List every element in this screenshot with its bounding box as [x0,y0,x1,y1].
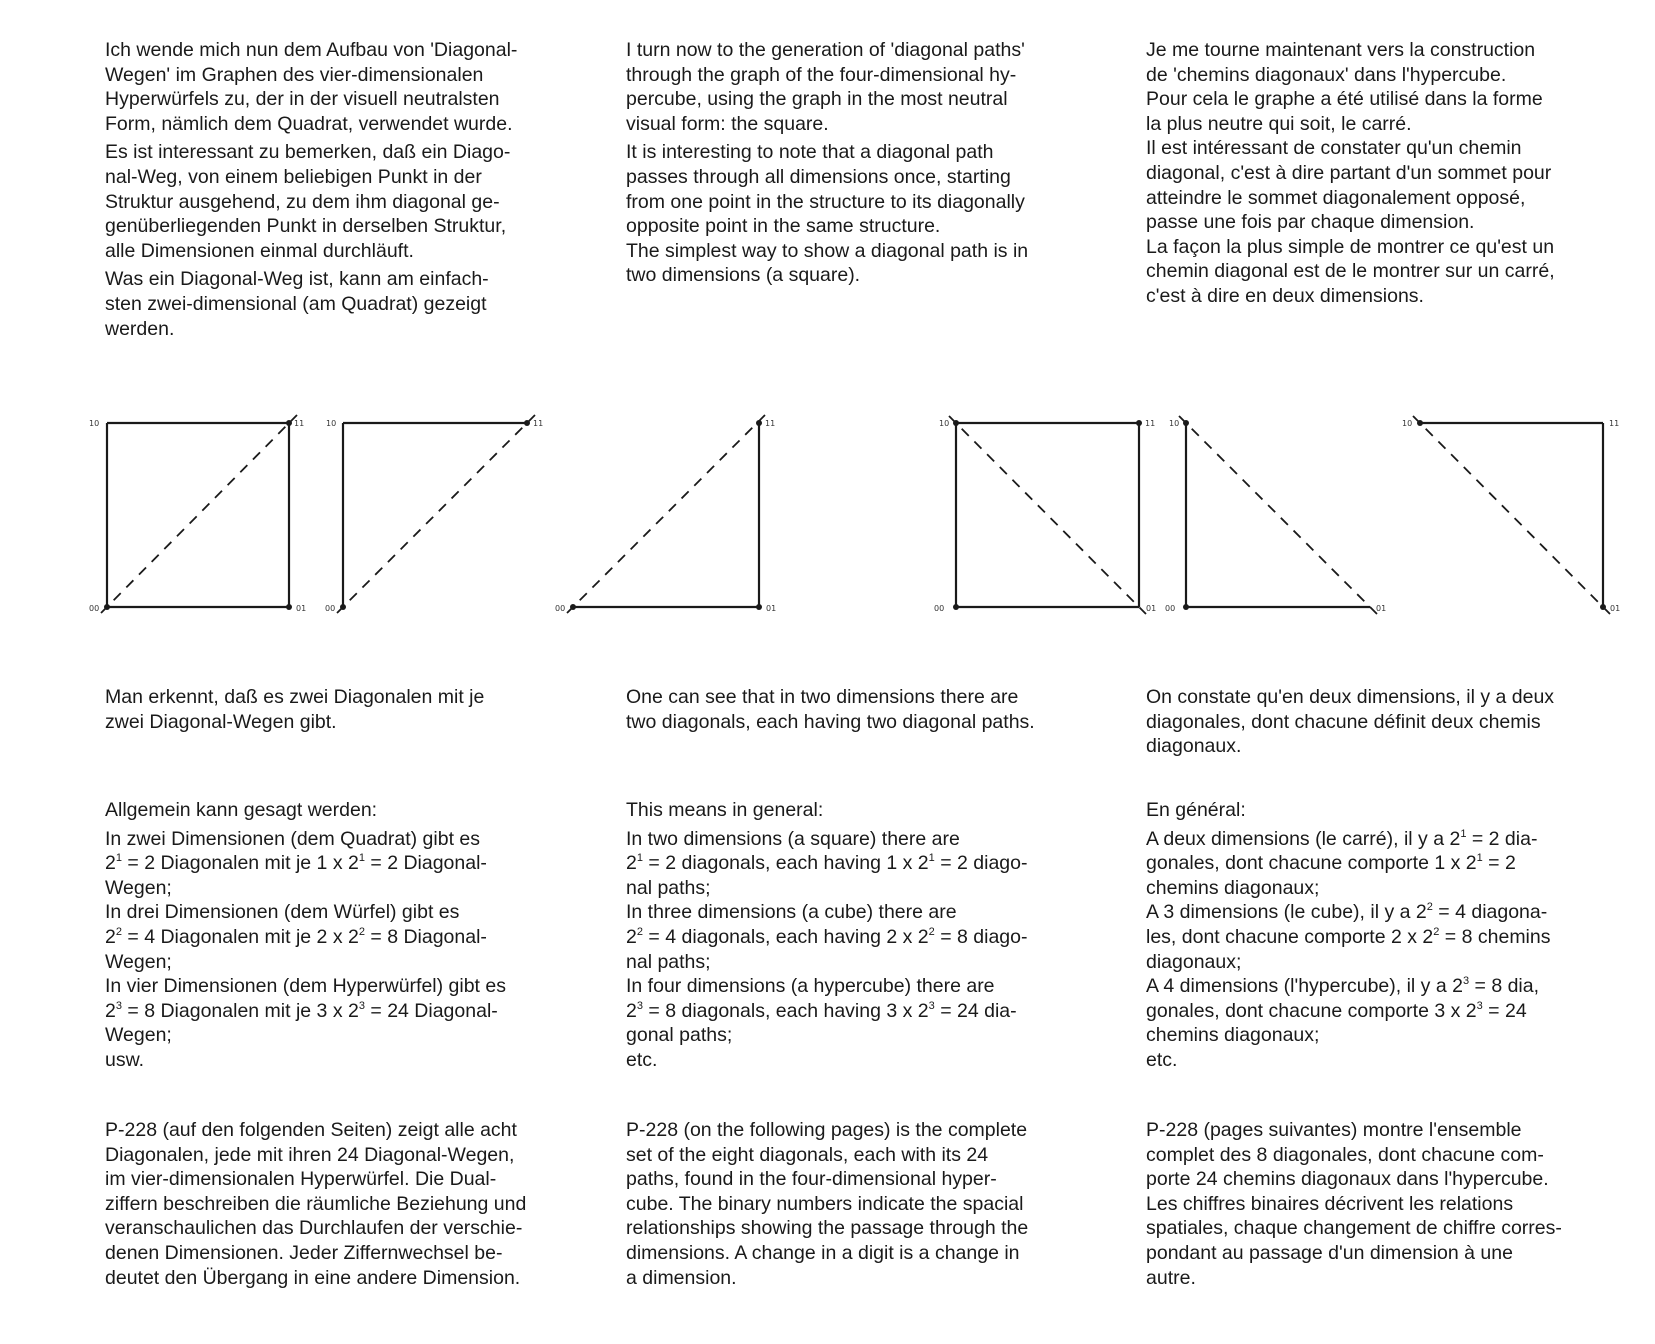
observation-fr-text: On constate qu'en deux dimensions, il y a deux diagonales, dont chacune définit deux chemis diagonaux. [1146,686,1555,758]
label-11: 11 [533,419,544,428]
general-fr-heading: En général: [1146,799,1246,821]
general-english [626,798,1106,1073]
intro-french [1146,38,1626,309]
label-00: 00 [1165,604,1176,613]
label-00: 00 [89,604,100,613]
label-01: 01 [766,604,777,613]
label-00: 00 [325,604,336,613]
diagonal-path-diagrams [0,395,1655,625]
closing-en-text: P-228 (on the following pages) is the complete set of the eight diagonals, each with its 24 paths, found in the four-dimensional hyper- cube. The binary numbers indicate the spacial relationships showing the passage through the dimensions. A change in a digit is a change in a dimension. [626,1119,1029,1289]
intro-en-p2: It is interesting to note that a diagonal path passes through all dimensions once, starting from one point in the structure to its diagonally opposite point in the same structure. The simplest way to show a diagonal path is in two dimensions (a square). [626,141,1029,287]
diagram-path-10-00-01 [1165,416,1386,614]
intro-de-p2: Es ist interessant zu bemerken, daß ein Diago- nal-Weg, von einem beliebigen Punkt in der Struktur ausgehend, zu dem ihm diagonal ge- genüberliegenden Punkt in derselben Struktur, alle Dimensionen einmal durchläuft. [105,141,511,262]
intro-fr-p1: Je me tourne maintenant vers la construction de 'chemins diagonaux' dans l'hypercube. Pour cela le graphe a été utilisé dans la forme la plus neutre qui soit, le carré. Il est intéressant de constater qu'un chemin diagonal, c'est à dire partant d'un sommet pour atteindre le sommet diagonalement opposé, passe une fois par chaque dimension. La façon la plus simple de montrer ce qu'est un chemin diagonal est de le montrer sur un carré, c'est à dire en deux dimensions. [1146,39,1555,307]
label-01: 01 [1376,604,1387,613]
intro-en-p1: I turn now to the generation of 'diagonal paths' through the graph of the four-dimensional hy- percube, using the graph in the most neutral visual form: the square. [626,39,1025,135]
observation-de-text: Man erkennt, daß es zwei Diagonalen mit je zwei Diagonal-Wegen gibt. [105,686,485,733]
label-10: 10 [89,419,100,428]
observation-english [626,685,1106,734]
general-en-heading: This means in general: [626,799,824,821]
intro-de-p1: Ich wende mich nun dem Aufbau von 'Diagonal- Wegen' im Graphen des vier-dimensionalen Hyperwürfels zu, der in der visuell neutralsten Form, nämlich dem Quadrat, verwendet wurde. [105,39,518,135]
closing-german [105,1118,585,1290]
closing-french [1146,1118,1626,1290]
label-10: 10 [326,419,337,428]
observation-german [105,685,585,734]
general-fr-body: A deux dimensions (le carré), il y a $2^1 = 2$ dia- gonales, dont chacune comporte 1 x $2^1 = 2$ chemins diagonaux; A 3 dimensions (le cube), il y a $2^2 = 4$ diagona- les, dont chacune comporte 2 x $2^2 = 8$ chemins diagonaux; A 4 dimensions (l'hypercube), il y a $2^3 = 8$ dia, gonales, dont chacune comporte 3 x $2^3 = 24$ chemins diagonaux; etc. [1146,827,1551,1071]
general-german [105,798,585,1073]
label-10: 10 [939,419,950,428]
observation-en-text: One can see that in two dimensions there are two diagonals, each having two diagonal paths. [626,686,1035,733]
intro-english [626,38,1106,288]
label-10: 10 [1169,419,1180,428]
diagram-square-diagonal-00-11 [89,415,306,613]
label-00: 00 [934,604,945,613]
closing-de-text: P-228 (auf den folgenden Seiten) zeigt alle acht Diagonalen, jede mit ihren 24 Diagonal-Wegen, im vier-dimensionalen Hyperwürfel. Die Dual- ziffern beschreiben die räumliche Beziehung und veranschaulichen das Durchlaufen der verschie- denen Dimensionen. Jeder Ziffernwechsel be- deutet den Übergang in eine andere Dimension. [105,1119,527,1289]
diagram-path-00-01-11 [555,415,776,613]
diagram-path-00-10-11 [325,415,543,613]
label-00: 00 [555,604,566,613]
diagram-path-10-11-01 [1402,416,1620,614]
closing-english [626,1118,1106,1290]
label-11: 11 [765,419,776,428]
label-01: 01 [1610,604,1621,613]
general-en-body: In two dimensions (a square) there are $2^1 = 2$ diagonals, each having 1 x $2^1 = 2$ diago- nal paths; In three dimensions (a cube) there are $2^2 = 4$ diagonals, each having 2 x $2^2 = 8$ diago- nal paths; In four dimensions (a hypercube) there are $2^3 = 8$ diagonals, each having 3 x $2^3 = 24$ dia- gonal paths; etc. [626,827,1028,1071]
general-de-body: In zwei Dimensionen (dem Quadrat) gibt es $2^1 = 2$ Diagonalen mit je 1 x $2^1 = 2$ Diagonal- Wegen; In drei Dimensionen (dem Würfel) gibt es $2^2 = 4$ Diagonalen mit je 2 x $2^2 = 8$ Diagonal- Wegen; In vier Dimensionen (dem Hyperwürfel) gibt es $2^3 = 8$ Diagonalen mit je 3 x $2^3 = 24$ Diagonal- Wegen; usw. [105,827,506,1071]
intro-german [105,38,585,341]
diagram-square-diagonal-10-01 [934,416,1156,614]
label-11: 11 [294,419,305,428]
general-de-heading: Allgemein kann gesagt werden: [105,799,378,821]
closing-fr-text: P-228 (pages suivantes) montre l'ensemble complet des 8 diagonales, dont chacune com- porte 24 chemins diagonaux dans l'hypercube. Les chiffres binaires décrivent les relations spatiales, chaque changement de chiffre corres- pondant au passage d'un dimension à une autre. [1146,1119,1562,1289]
label-01: 01 [296,604,307,613]
label-10: 10 [1402,419,1413,428]
observation-french [1146,685,1626,759]
intro-de-p3: Was ein Diagonal-Weg ist, kann am einfach- sten zwei-dimensional (am Quadrat) gezeigt werden. [105,268,489,340]
label-01: 01 [1146,604,1157,613]
general-french [1146,798,1626,1073]
label-11: 11 [1609,419,1620,428]
label-11: 11 [1145,419,1156,428]
